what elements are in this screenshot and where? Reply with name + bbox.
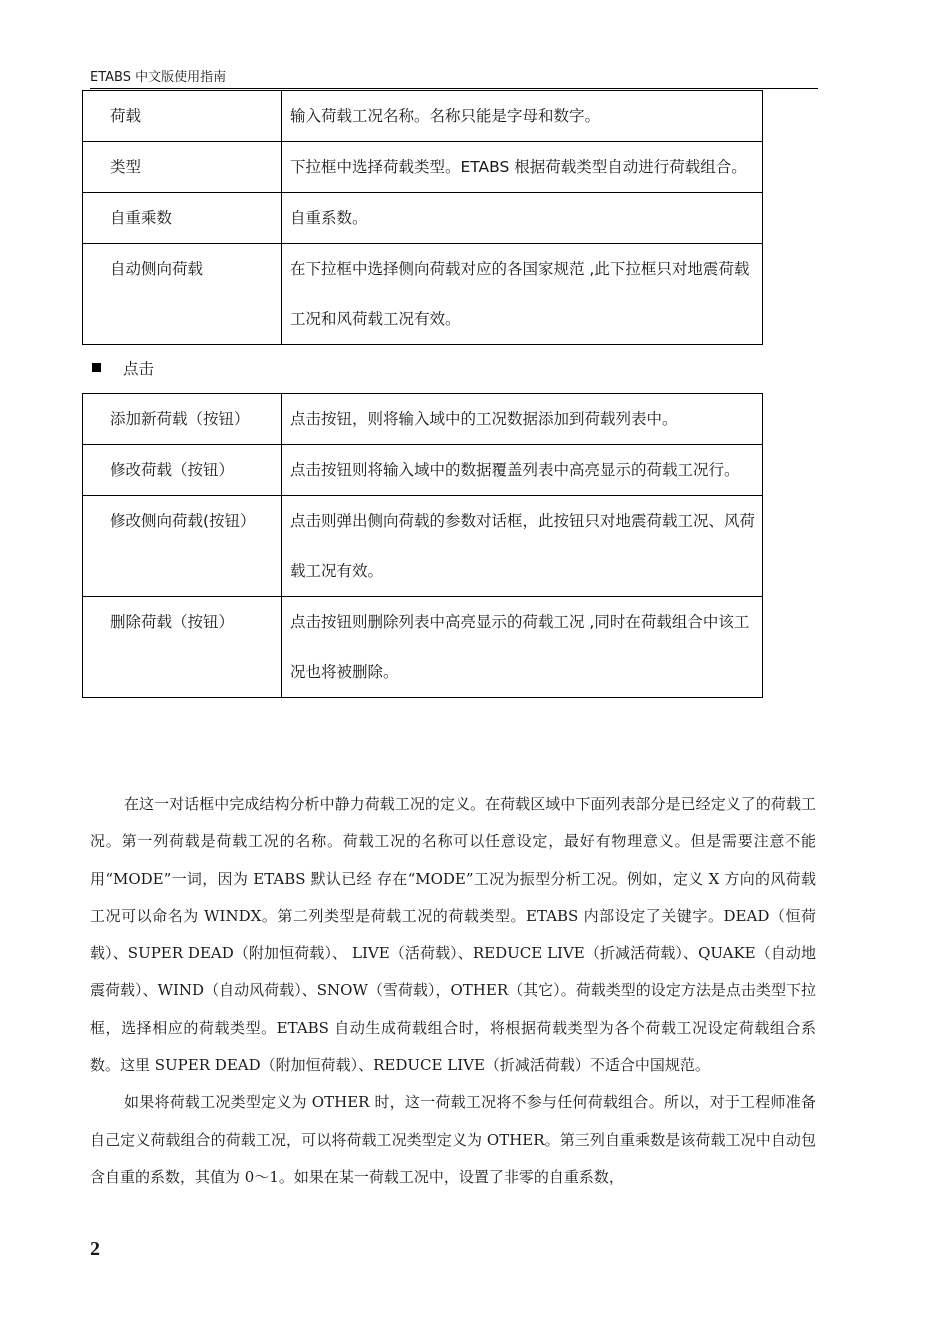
page-header — [90, 70, 818, 89]
option-desc: 在下拉框中选择侧向荷载对应的各国家规范 ,此下拉框只对地震荷载工况和风荷载工况有效。 — [282, 244, 763, 345]
bullet-square-icon — [92, 363, 101, 372]
option-desc: 自重系数。 — [282, 193, 763, 244]
bullet-heading — [92, 358, 154, 380]
option-name: 类型 — [83, 142, 282, 193]
option-desc: 下拉框中选择荷载类型。ETABS 根据荷载类型自动进行荷载组合。 — [282, 142, 763, 193]
option-desc: 点击则弹出侧向荷载的参数对话框，此按钮只对地震荷载工况、风荷载工况有效。 — [282, 496, 763, 597]
option-name: 添加新荷载（按钮） — [83, 394, 282, 445]
body-text — [90, 786, 816, 1196]
body-paragraph: 如果将荷载工况类型定义为 OTHER 时，这一荷载工况将不参与任何荷载组合。所以，对于工程师准备自己定义荷载组合的荷载工况，可以将荷载工况类型定义为 OTHER。第三列自重乘数是该荷载工况中自动包含自重的系数，其值为 0～1。如果在某一荷载工况中，设置了非零的自重系数， — [90, 1093, 816, 1186]
option-name: 自重乘数 — [83, 193, 282, 244]
option-name: 荷载 — [83, 91, 282, 142]
table-row — [83, 496, 763, 597]
table-row — [83, 597, 763, 698]
option-name: 自动侧向荷载 — [83, 244, 282, 345]
option-desc: 点击按钮则将输入域中的数据覆盖列表中高亮显示的荷载工况行。 — [282, 445, 763, 496]
option-desc: 点击按钮则删除列表中高亮显示的荷载工况 ,同时在荷载组合中该工况也将被删除。 — [282, 597, 763, 698]
option-name: 修改荷载（按钮） — [83, 445, 282, 496]
table-row — [83, 193, 763, 244]
option-name: 修改侧向荷载(按钮） — [83, 496, 282, 597]
table-row — [83, 394, 763, 445]
table-row — [83, 445, 763, 496]
body-paragraph: 在这一对话框中完成结构分析中静力荷载工况的定义。在荷载区域中下面列表部分是已经定义了的荷载工况。第一列荷载是荷载工况的名称。荷载工况的名称可以任意设定，最好有物理意义。但是需要注意不能用“MODE”一词，因为 ETABS 默认已经 存在“MODE”工况为振型分析工况。例如，定义 X 方向的风荷载工况可以命名为 WINDX。第二列类型是荷载工况的荷载类型。ETABS 内部设定了关键字。DEAD（恒荷载）、SUPER DEAD（附加恒荷载）、 LIVE（活荷载）、REDUCE LIVE（折减活荷载）、QUAKE（自动地震荷载）、WIND（自动风荷载）、SNOW（雪荷载），OTHER（其它）。荷载类型的设定方法是点击类型下拉框，选择相应的荷载类型。ETABS 自动生成荷载组合时，将根据荷载类型为各个荷载工况设定荷载组合系数。这里 SUPER DEAD（附加恒荷载）、REDUCE LIVE（折减活荷载）不适合中国规范。 — [90, 795, 816, 1075]
option-desc: 点击按钮，则将输入域中的工况数据添加到荷载列表中。 — [282, 394, 763, 445]
option-name: 删除荷载（按钮） — [83, 597, 282, 698]
page-number: 2 — [90, 1238, 100, 1260]
table-row — [83, 142, 763, 193]
button-options-table — [82, 393, 763, 698]
bullet-label: 点击 — [123, 360, 155, 378]
option-desc: 输入荷载工况名称。名称只能是字母和数字。 — [282, 91, 763, 142]
load-options-table — [82, 90, 763, 345]
header-title: ETABS 中文版使用指南 — [90, 70, 227, 85]
table-row — [83, 91, 763, 142]
table-row — [83, 244, 763, 345]
